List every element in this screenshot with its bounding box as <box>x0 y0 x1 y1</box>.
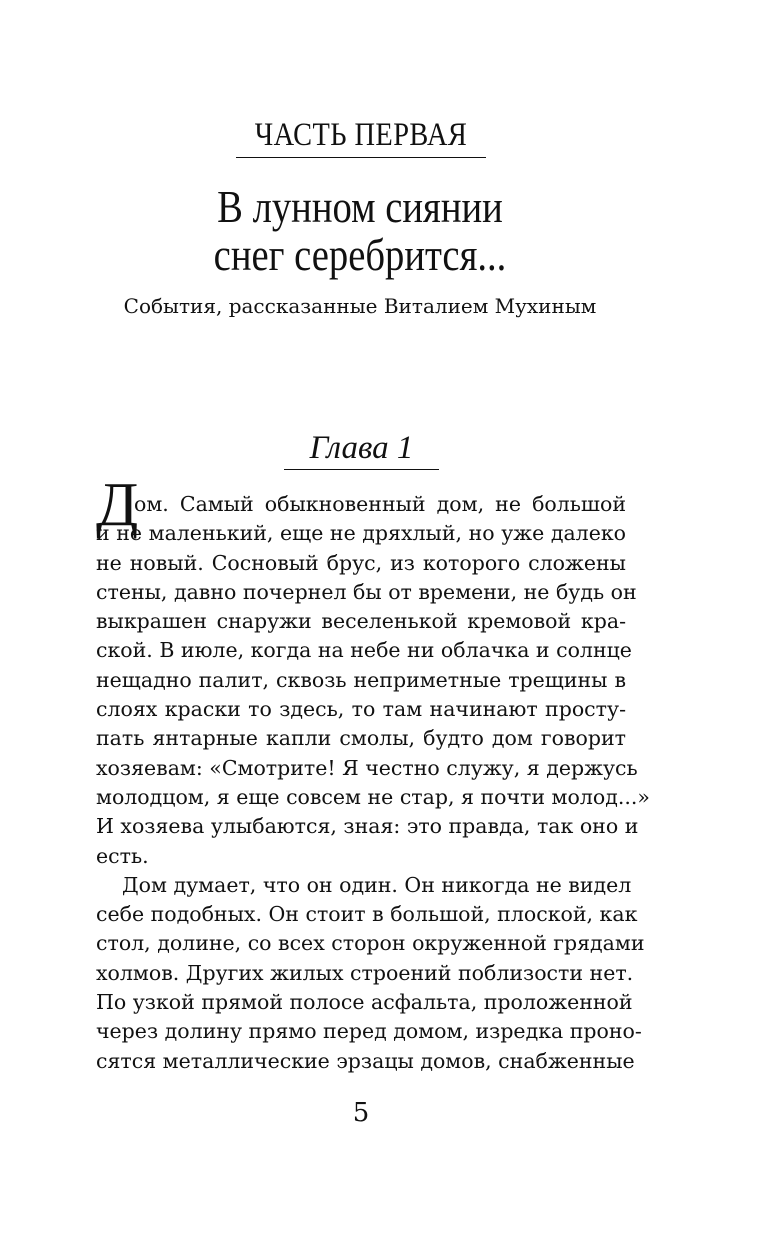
text-line: стены, давно почернел бы от времени, не будь он <box>96 579 637 604</box>
text-line: не новый. Сосновый брус, из которого сложены <box>96 550 626 575</box>
part-title-underline <box>236 157 486 158</box>
text-line: Дом думает, что он один. Он никогда не видел <box>122 872 632 897</box>
text-line: И хозяева улыбаются, зная: это правда, так оно и <box>96 814 639 839</box>
chapter-title-underline <box>284 469 439 470</box>
body-text <box>96 471 650 1076</box>
text-line: и не маленький, еще не дряхлый, но уже далеко <box>96 521 626 546</box>
part-title: ЧАСТЬ ПЕРВАЯ <box>254 117 468 153</box>
text-line: ской. В июле, когда на небе ни облачка и солнце <box>96 638 632 663</box>
first-line-text: ом. Самый обыкновенный дом, не большой <box>134 492 626 516</box>
text-line: выкрашен снаружи веселенькой кремовой кра- <box>96 609 626 634</box>
text-line: себе подобных. Он стоит в большой, плоской, как <box>96 902 638 927</box>
text-line: молодцом, я еще совсем не стар, я почти молод...» <box>96 784 650 809</box>
text-line: нещадно палит, сквозь неприметные трещины в <box>96 667 626 692</box>
page-number: 5 <box>352 1098 370 1128</box>
text-line: стол, долине, со всех сторон окруженной грядами <box>96 931 645 956</box>
text-line: хозяевам: «Смотрите! Я честно служу, я держусь <box>96 755 638 780</box>
chapter-title: Глава 1 <box>309 430 414 466</box>
text-line: есть. <box>96 843 149 868</box>
text-line: холмов. Других жилых строений поблизости нет. <box>96 960 634 985</box>
part-heading-line-1: В лунном сиянии <box>217 181 503 232</box>
text-line: сятся металлические эрзацы домов, снабженные <box>96 1048 635 1073</box>
part-heading-line-2: снег серебрится... <box>213 229 507 280</box>
drop-cap: Д <box>96 471 139 539</box>
text-line: По узкой прямой полосе асфальта, проложенной <box>96 990 633 1015</box>
text-line: пать янтарные капли смолы, будто дом говорит <box>96 726 626 751</box>
text-line: слоях краски то здесь, то там начинают просту- <box>96 697 626 722</box>
part-subtitle: События, рассказанные Виталием Мухиным <box>123 294 597 318</box>
text-line: через долину прямо перед домом, изредка проно- <box>96 1019 642 1044</box>
